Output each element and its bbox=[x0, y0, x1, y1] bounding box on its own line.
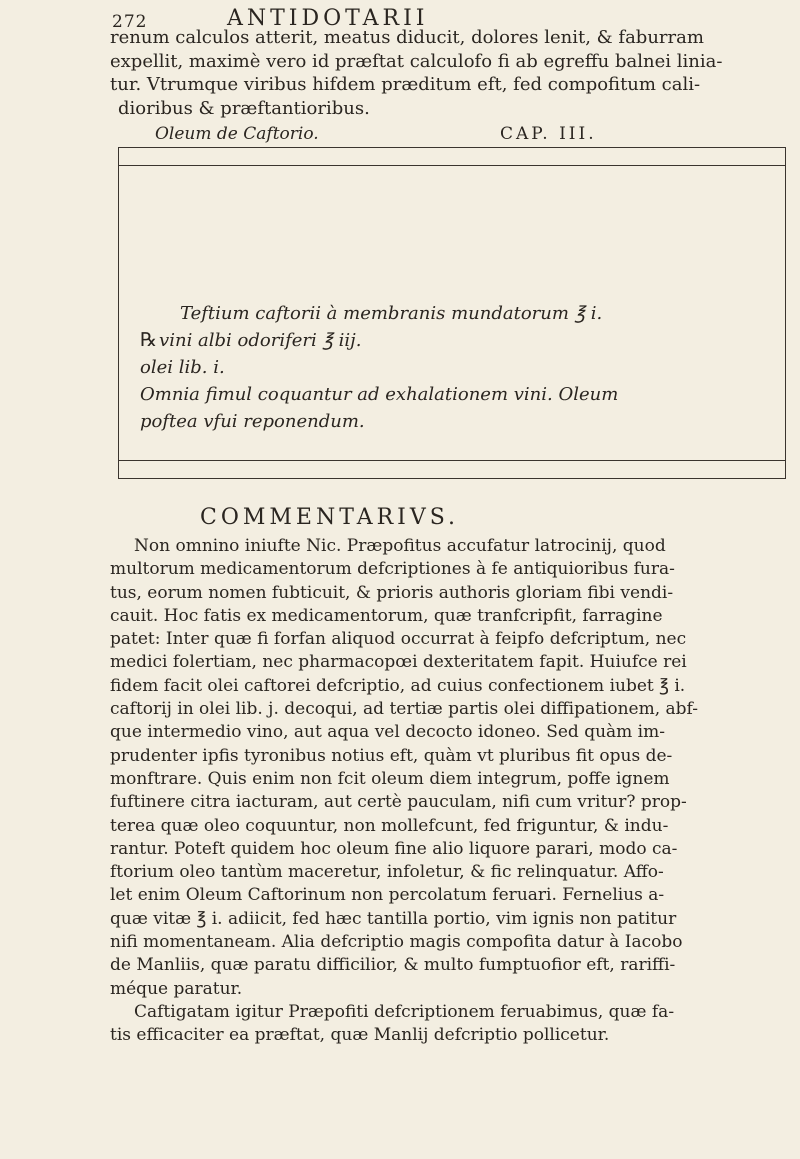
text-line: de Manliis, quæ paratu difficilior, & multo fumptuofior eft, rariffi- bbox=[110, 955, 676, 976]
text-line: rantur. Poteft quidem hoc oleum fine alio liquore parari, modo ca- bbox=[110, 838, 678, 859]
text-line: Non omnino iniufte Nic. Præpofitus accufatur latrocinij, quod bbox=[134, 536, 666, 556]
commentary-heading: COMMENTARIVS. bbox=[200, 505, 460, 530]
text-line: méque paratur. bbox=[110, 978, 243, 999]
recipe-line: Omnia fimul coquantur ad exhalationem vini. Oleum bbox=[140, 384, 619, 405]
text-line: tis efficaciter ea præftat, quæ Manlij defcriptio pollicetur. bbox=[110, 1025, 610, 1046]
text-line: dioribus & præftantioribus. bbox=[118, 97, 370, 119]
text-line: patet: Inter quæ fi forfan aliquod occurrat à feipfo defcriptum, nec bbox=[110, 629, 687, 650]
recipe-line: poftea vfui reponendum. bbox=[140, 411, 365, 432]
text-line: Caftigatam igitur Præpofiti defcriptionem feruabimus, quæ fa- bbox=[134, 1001, 675, 1022]
recipe-text bbox=[140, 300, 760, 435]
text-line: expellit, maximè vero id præftat calculofo fi ab egreffu balnei linia- bbox=[110, 50, 723, 72]
text-line: ftorium oleo tantùm maceretur, infoletur, & fic relinquatur. Affo- bbox=[110, 862, 664, 883]
text-line: medici folertiam, nec pharmacopœi dexteritatem fapit. Huiufce rei bbox=[110, 652, 687, 673]
frame-rule-bottom bbox=[119, 460, 785, 461]
text-line: monftrare. Quis enim non fcit oleum diem integrum, poffe ignem bbox=[110, 768, 670, 789]
running-head: ANTIDOTARII bbox=[227, 6, 429, 31]
text-line: cauit. Hoc fatis ex medicamentorum, quæ tranfcripfit, farragine bbox=[110, 605, 663, 626]
text-line: multorum medicamentorum defcriptiones à fe antiquioribus fura- bbox=[110, 559, 675, 580]
text-line: tur. Vtrumque viribus hifdem præditum eft, fed compofitum cali- bbox=[110, 74, 701, 95]
text-line: tus, eorum nomen fubticuit, & prioris authoris gloriam fibi vendi- bbox=[110, 582, 674, 603]
text-line: fuftinere citra iacturam, aut certè pauculam, nifi cum vritur? prop- bbox=[110, 792, 687, 813]
recipe-line-rx bbox=[140, 327, 760, 354]
section-title: Oleum de Caftorio. bbox=[155, 124, 319, 144]
text-line: que intermedio vino, aut aqua vel decocto idoneo. Sed quàm im- bbox=[110, 722, 665, 743]
text-line: quæ vitæ ℥ i. adiicit, fed hæc tantilla portio, vim ignis non patitur bbox=[110, 908, 677, 929]
text-line: caftorij in olei lib. j. decoqui, ad tertiæ partis olei diffipationem, abf- bbox=[110, 699, 698, 720]
section-heading bbox=[155, 124, 755, 148]
text-line: nifi momentaneam. Alia defcriptio magis compofita datur à Iacobo bbox=[110, 932, 683, 953]
page-number: 272 bbox=[112, 12, 148, 32]
chapter-label: CAP. III. bbox=[500, 124, 597, 144]
recipe-line: Teftium caftorii à membranis mundatorum ℥ i. bbox=[180, 303, 603, 324]
text-line: prudenter ipfis tyronibus notius eft, quàm vt pluribus fit opus de- bbox=[110, 745, 673, 766]
text-line: terea quæ oleo coquuntur, non mollefcunt, fed friguntur, & indu- bbox=[110, 815, 669, 836]
text-line: let enim Oleum Caftorinum non percolatum feruari. Fernelius a- bbox=[110, 885, 665, 906]
intro-paragraph bbox=[110, 26, 786, 120]
text-line: renum calculos atterit, meatus diducit, dolores lenit, & faburram bbox=[110, 27, 704, 48]
recipe-line: olei lib. i. bbox=[140, 357, 225, 378]
frame-rule-top bbox=[119, 165, 785, 166]
recipe-symbol: ℞ bbox=[140, 329, 158, 351]
commentary-body bbox=[110, 535, 786, 1048]
recipe-line: vini albi odoriferi ℥ iij. bbox=[159, 330, 362, 351]
text-line: fidem facit olei caftorei defcriptio, ad cuius confectionem iubet ℥ i. bbox=[110, 675, 686, 696]
